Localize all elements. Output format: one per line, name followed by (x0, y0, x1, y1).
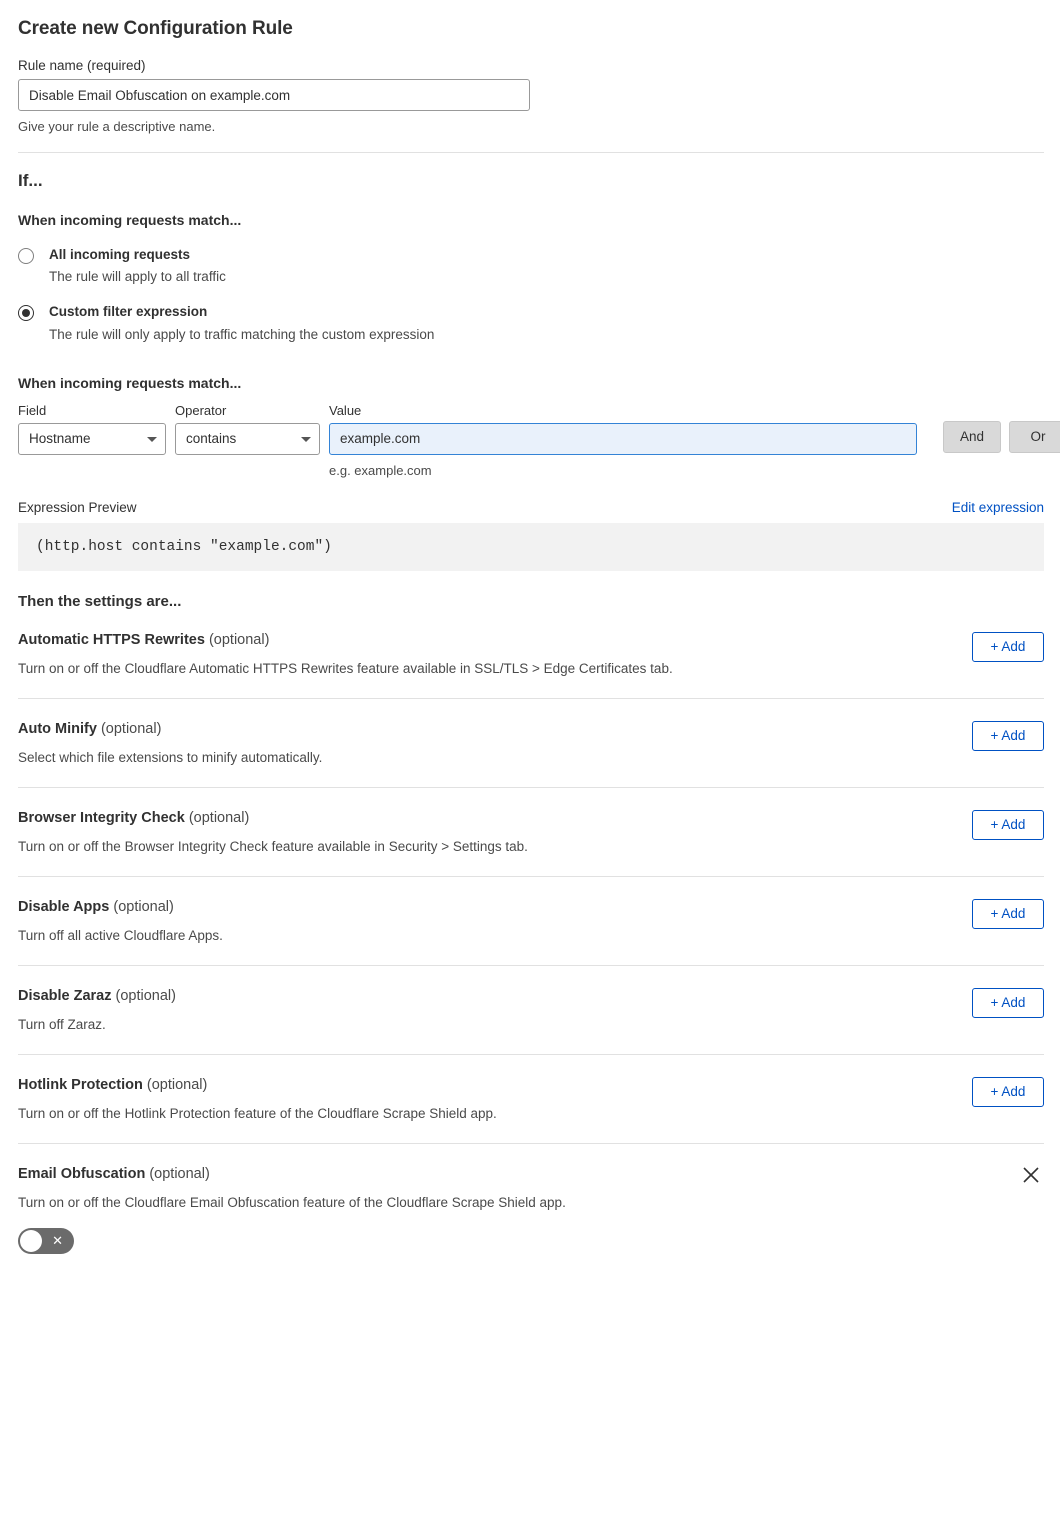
setting-description: Turn on or off the Cloudflare Email Obfuscation feature of the Cloudflare Scrape Shield app. (18, 1194, 566, 1210)
field-label: Field (18, 402, 47, 418)
toggle-off-icon: ✕ (52, 1232, 63, 1248)
setting-disable-apps (18, 877, 1044, 966)
setting-auto-minify (18, 699, 1044, 788)
expression-preview-box: (http.host contains "example.com") (18, 523, 1044, 571)
setting-optional-label: (optional) (208, 631, 270, 648)
setting-description: Turn on or off the Browser Integrity Check feature available in Security > Settings tab. (18, 838, 528, 854)
builder-heading: When incoming requests match... (18, 374, 242, 391)
setting-automatic-https-rewrites (18, 610, 1044, 699)
setting-title (18, 632, 1044, 648)
operator-label: Operator (175, 402, 227, 418)
and-or-buttons (935, 403, 1060, 453)
setting-description: Turn on or off the Hotlink Protection feature of the Cloudflare Scrape Shield app. (18, 1105, 497, 1121)
field-select-value[interactable]: Hostname (18, 423, 166, 455)
setting-title-text: Automatic HTTPS Rewrites (18, 631, 205, 648)
operator-column (175, 403, 320, 455)
setting-email-obfuscation (18, 1144, 1044, 1276)
close-icon[interactable] (1020, 1164, 1042, 1186)
setting-title (18, 721, 1044, 737)
edit-expression-link[interactable]: Edit expression (951, 499, 1044, 515)
chevron-down-icon (301, 437, 311, 442)
setting-optional-label: (optional) (188, 809, 250, 826)
match-heading: When incoming requests match... (18, 212, 242, 228)
setting-title-text: Disable Apps (18, 898, 110, 915)
and-button[interactable]: And (943, 421, 1001, 453)
expression-preview-header (18, 500, 1044, 515)
setting-description: Turn off Zaraz. (18, 1016, 106, 1032)
value-label: Value (329, 402, 362, 418)
setting-optional-label: (optional) (113, 898, 174, 915)
radio-description: The rule will apply to all traffic (49, 269, 226, 285)
if-section-heading: If... (18, 171, 43, 190)
setting-title-text: Browser Integrity Check (18, 809, 185, 826)
radio-title: All incoming requests (49, 247, 191, 262)
setting-description: Select which file extensions to minify automatically. (18, 749, 323, 765)
or-button[interactable]: Or (1009, 421, 1060, 453)
add-button[interactable]: + Add (972, 810, 1044, 840)
add-button[interactable]: + Add (972, 1077, 1044, 1107)
setting-disable-zaraz (18, 966, 1044, 1055)
radio-description: The rule will only apply to traffic matching the custom expression (49, 326, 435, 342)
setting-title (18, 899, 1044, 915)
value-helper: e.g. example.com (329, 462, 432, 478)
setting-optional-label: (optional) (149, 1165, 210, 1182)
setting-hotlink-protection (18, 1055, 1044, 1144)
setting-title-text: Disable Zaraz (18, 987, 112, 1004)
radio-title: Custom filter expression (49, 304, 208, 320)
divider (18, 152, 1044, 153)
setting-browser-integrity-check (18, 788, 1044, 877)
field-select[interactable] (18, 423, 166, 455)
value-input[interactable] (329, 423, 917, 455)
radio-icon[interactable] (18, 248, 34, 264)
rule-name-input[interactable] (18, 79, 530, 111)
rule-name-label: Rule name (required) (18, 58, 146, 73)
page-title: Create new Configuration Rule (18, 18, 293, 39)
operator-select[interactable] (175, 423, 320, 455)
value-column (329, 403, 917, 478)
rule-name-helper: Give your rule a descriptive name. (18, 119, 216, 134)
setting-title (18, 988, 1044, 1004)
setting-optional-label: (optional) (100, 720, 162, 737)
email-obfuscation-toggle[interactable] (18, 1228, 74, 1254)
setting-title-text: Auto Minify (18, 720, 97, 737)
add-button[interactable]: + Add (972, 899, 1044, 929)
toggle-knob (20, 1230, 42, 1252)
setting-optional-label: (optional) (115, 987, 176, 1004)
setting-title (18, 1166, 1044, 1182)
operator-select-value[interactable]: contains (175, 423, 320, 455)
setting-description: Turn on or off the Cloudflare Automatic HTTPS Rewrites feature available in SSL/TLS > Edge Certificates tab. (18, 660, 673, 676)
add-button[interactable]: + Add (972, 988, 1044, 1018)
radio-option-all-incoming-requests[interactable] (18, 246, 1044, 285)
setting-title-text: Hotlink Protection (18, 1076, 143, 1093)
add-button[interactable]: + Add (972, 632, 1044, 662)
add-button[interactable]: + Add (972, 721, 1044, 751)
radio-option-custom-filter-expression[interactable] (18, 303, 1044, 342)
setting-optional-label: (optional) (146, 1076, 208, 1093)
setting-description: Turn off all active Cloudflare Apps. (18, 927, 223, 943)
then-settings-heading: Then the settings are... (18, 592, 182, 610)
setting-title (18, 1077, 1044, 1093)
expression-preview-label: Expression Preview (18, 499, 137, 515)
setting-title-text: Email Obfuscation (18, 1165, 146, 1182)
field-column (18, 403, 166, 455)
expression-builder-row (18, 403, 1044, 478)
chevron-down-icon (147, 437, 157, 442)
radio-icon[interactable] (18, 305, 34, 321)
setting-title (18, 810, 1044, 826)
